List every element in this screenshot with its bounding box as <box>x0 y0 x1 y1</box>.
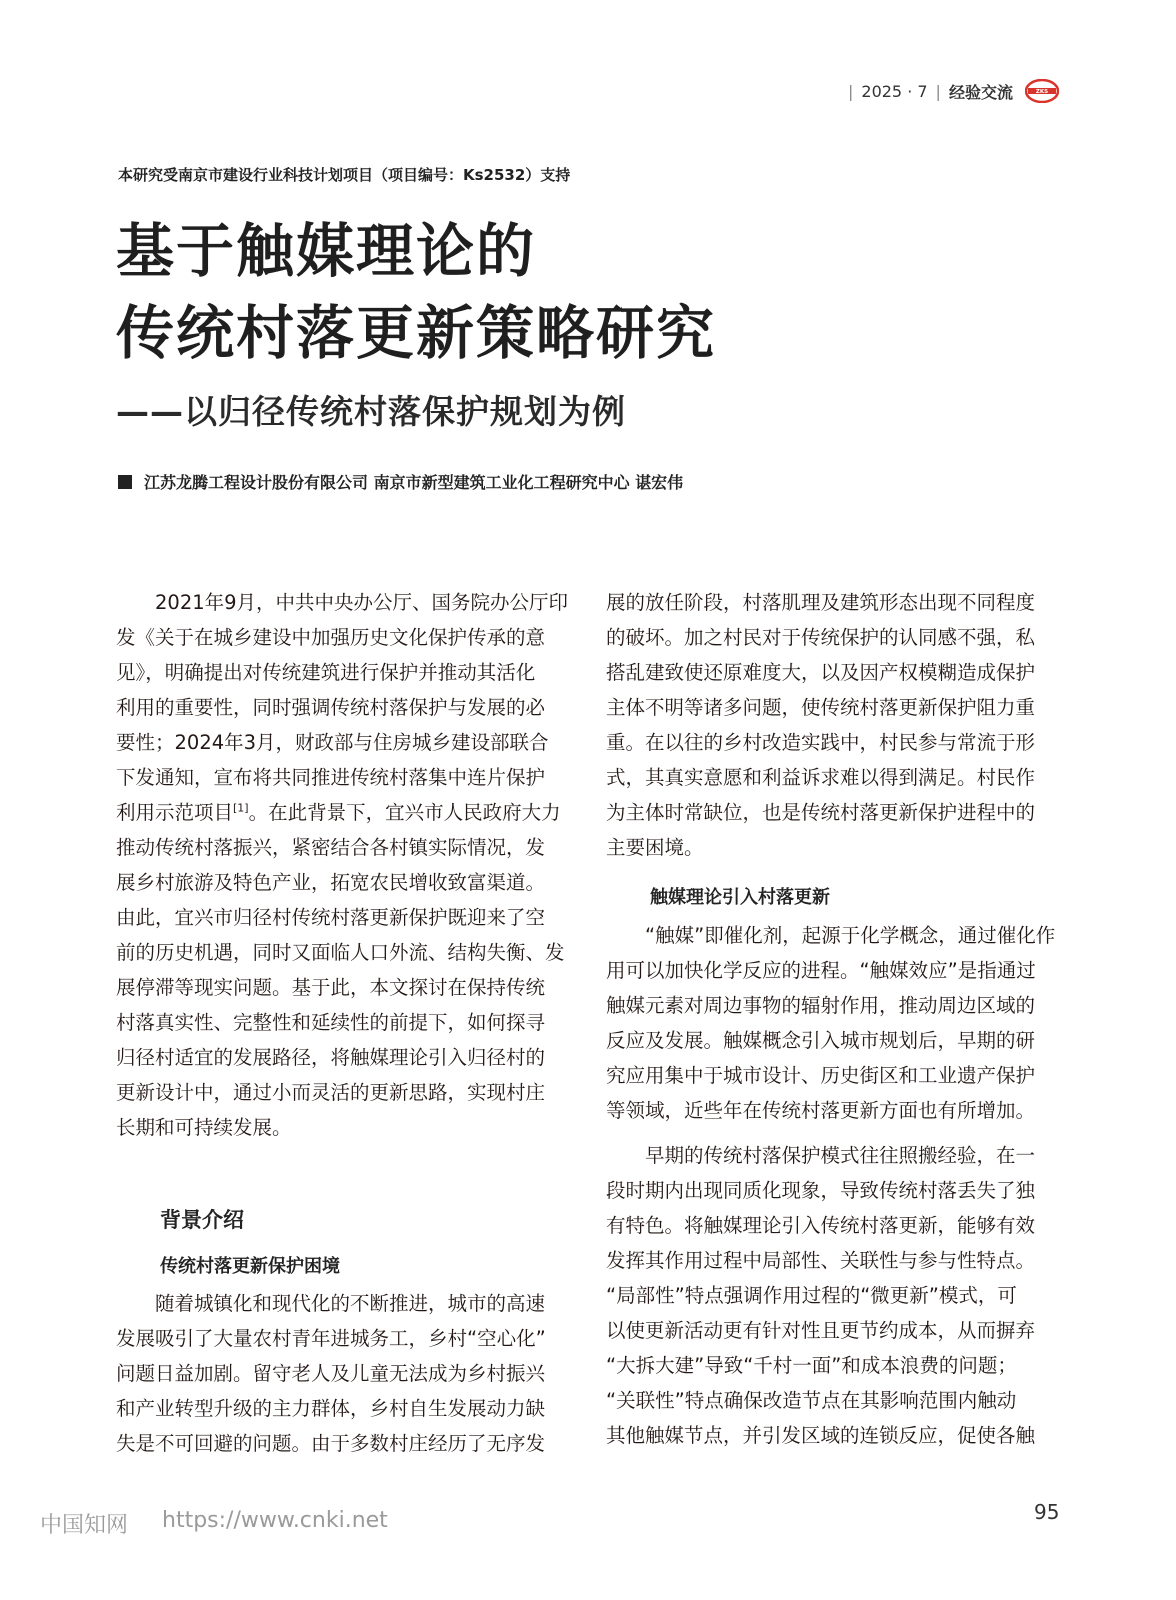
text-line: 长期和可持续发展。 <box>116 1116 292 1139</box>
text-line: 主要困境。 <box>606 836 704 859</box>
subsection-heading-catalyst: 触媒理论引入村落更新 <box>650 887 830 908</box>
square-bullet-icon <box>118 475 132 489</box>
text-line: 随着城镇化和现代化的不断推进，城市的高速 <box>116 1292 546 1315</box>
text-line: 用可以加快化学反应的进程。“触媒效应”是指通过 <box>606 959 1036 982</box>
text-line: 的破坏。加之村民对于传统保护的认同感不强，私 <box>606 626 1036 649</box>
text-line: 反应及发展。触媒概念引入城市规划后，早期的研 <box>606 1029 1036 1052</box>
text-line: 发展吸引了大量农村青年进城务工，乡村“空心化” <box>116 1327 546 1350</box>
text-line: “大拆大建”导致“千村一面”和成本浪费的问题； <box>606 1354 1017 1377</box>
text-fragment: 利用示范项目 <box>116 801 234 824</box>
citation-reference[interactable]: [1] <box>233 801 249 815</box>
text-line: 展乡村旅游及特色产业，拓宽农民增收致富渠道。 <box>116 871 546 894</box>
text-line: “关联性”特点确保改造节点在其影响范围内触动 <box>606 1389 1017 1412</box>
text-line: 展的放任阶段，村落肌理及建筑形态出现不同程度 <box>606 591 1036 614</box>
text-line: 触媒元素对周边事物的辐射作用，推动周边区域的 <box>606 994 1036 1017</box>
dilemma-continuation-paragraph <box>606 585 1058 865</box>
text-line: 村落真实性、完整性和延续性的前提下，如何探寻 <box>116 1011 546 1034</box>
text-line: 前的历史机遇，同时又面临人口外流、结构失衡、发 <box>116 941 565 964</box>
text-line: 见》，明确提出对传统建筑进行保护并推动其活化 <box>116 661 536 684</box>
section-heading-background: 背景介绍 <box>160 1208 244 1232</box>
text-line: 问题日益加剧。留守老人及儿童无法成为乡村振兴 <box>116 1362 546 1385</box>
cnki-url-link[interactable]: https://www.cnki.net <box>162 1508 388 1533</box>
text-line: 主体不明等诸多问题，使传统村落更新保护阻力重 <box>606 696 1036 719</box>
text-line: 失是不可回避的问题。由于多数村庄经历了无序发 <box>116 1432 546 1455</box>
text-line: 究应用集中于城市设计、历史街区和工业遗产保护 <box>606 1064 1036 1087</box>
early-practice-paragraph <box>606 1138 1058 1453</box>
text-line: 早期的传统村落保护模式往往照搬经验，在一 <box>606 1144 1036 1167</box>
text-line: 式，其真实意愿和利益诉求难以得到满足。村民作 <box>606 766 1036 789</box>
author-affiliations: 江苏龙腾工程设计股份有限公司 南京市新型建筑工业化工程研究中心 谌宏伟 <box>144 473 684 492</box>
text-line: 发《关于在城乡建设中加强历史文化保护传承的意 <box>116 626 546 649</box>
text-line: 其他触媒节点，并引发区域的连锁反应，促使各触 <box>606 1424 1036 1447</box>
text-line: 利用的重要性，同时强调传统村落保护与发展的必 <box>116 696 546 719</box>
text-line: 更新设计中，通过小而灵活的更新思路，实现村庄 <box>116 1081 546 1104</box>
text-line <box>116 795 568 830</box>
author-line <box>118 470 683 493</box>
text-line: 归径村适宜的发展路径，将触媒理论引入归径村的 <box>116 1046 546 1069</box>
text-line: 推动传统村落振兴，紧密结合各村镇实际情况，发 <box>116 836 546 859</box>
funding-note: 本研究受南京市建设行业科技计划项目（项目编号：Ks2532）支持 <box>118 166 571 184</box>
text-line: 2021年9月，中共中央办公厅、国务院办公厅印 <box>116 591 569 614</box>
issue-number: 2025 · 7 <box>861 81 928 101</box>
header-divider: | <box>848 81 854 101</box>
text-line: 和产业转型升级的主力群体，乡村自生发展动力缺 <box>116 1397 546 1420</box>
text-line: 下发通知，宣布将共同推进传统村落集中连片保护 <box>116 766 546 789</box>
text-line: 为主体时常缺位，也是传统村落更新保护进程中的 <box>606 801 1036 824</box>
text-line: “触媒”即催化剂，起源于化学概念，通过催化作 <box>606 924 1056 947</box>
text-line: 有特色。将触媒理论引入传统村落更新，能够有效 <box>606 1214 1036 1237</box>
text-fragment: 。在此背景下，宜兴市人民政府大力 <box>248 801 561 824</box>
intro-paragraph <box>116 585 568 1145</box>
text-line: 展停滞等现实问题。基于此，本文探讨在保持传统 <box>116 976 546 999</box>
text-line: 要性；2024年3月，财政部与住房城乡建设部联合 <box>116 731 549 754</box>
cnki-watermark: 中国知网 <box>40 1513 129 1538</box>
dilemma-paragraph <box>116 1286 568 1461</box>
article-title-line1: 基于触媒理论的 <box>116 217 537 285</box>
section-name: 经验交流 <box>948 82 1013 102</box>
subsection-heading-dilemma: 传统村落更新保护困境 <box>160 1256 340 1277</box>
running-header <box>840 80 1013 102</box>
text-line: 搭乱建致使还原难度大，以及因产权模糊造成保护 <box>606 661 1036 684</box>
text-line: 段时期内出现同质化现象，导致传统村落丢失了独 <box>606 1179 1036 1202</box>
svg-text:ZKS: ZKS <box>1035 89 1049 96</box>
header-divider: | <box>935 81 941 101</box>
article-title-line2: 传统村落更新策略研究 <box>116 299 717 367</box>
text-line: 以使更新活动更有针对性且更节约成本，从而摒弃 <box>606 1319 1036 1342</box>
journal-logo-icon <box>1025 79 1059 103</box>
text-line: 发挥其作用过程中局部性、关联性与参与性特点。 <box>606 1249 1036 1272</box>
text-line: 重。在以往的乡村改造实践中，村民参与常流于形 <box>606 731 1036 754</box>
text-line: 由此，宜兴市归径村传统村落更新保护既迎来了空 <box>116 906 546 929</box>
page-number: 95 <box>1034 1500 1060 1524</box>
article-subtitle: ——以归径传统村落保护规划为例 <box>116 392 626 431</box>
text-line: “局部性”特点强调作用过程的“微更新”模式，可 <box>606 1284 1017 1307</box>
text-line: 等领域，近些年在传统村落更新方面也有所增加。 <box>606 1099 1036 1122</box>
catalyst-paragraph <box>606 918 1058 1128</box>
